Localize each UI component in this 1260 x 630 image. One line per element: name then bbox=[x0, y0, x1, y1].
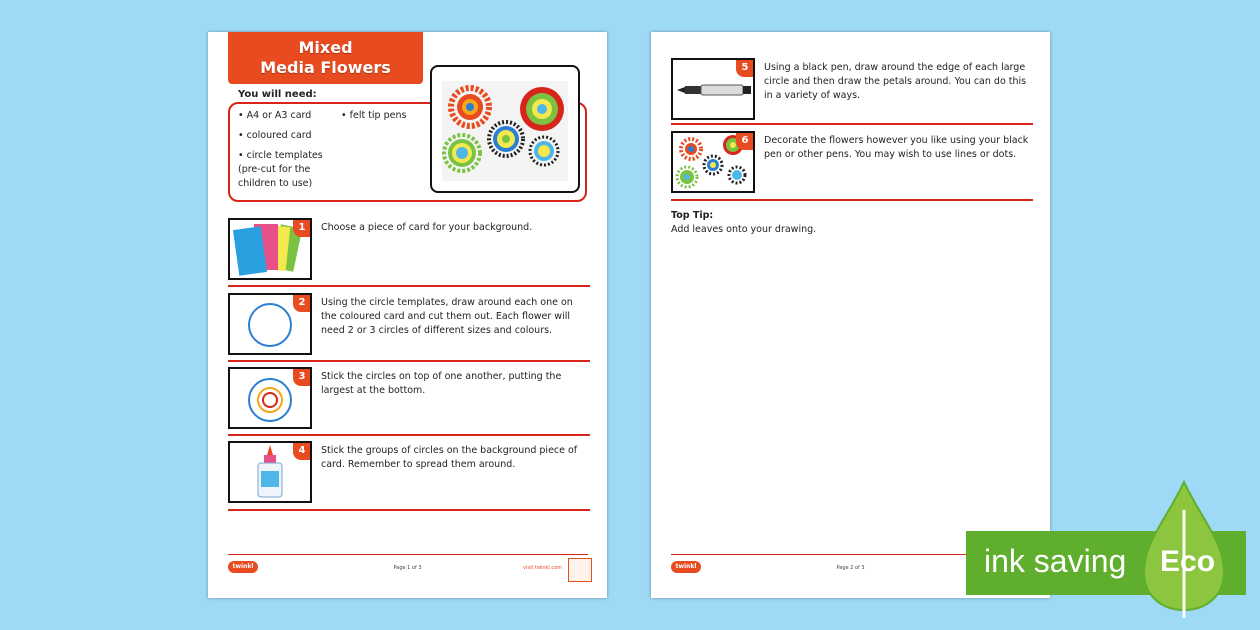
step-2-image bbox=[228, 293, 312, 355]
step-3-image bbox=[228, 367, 312, 429]
step-text: Decorate the flowers however you like using your black pen or other pens. You may wish to use lines or dots. bbox=[764, 135, 1029, 160]
step-number: 4 bbox=[293, 442, 311, 460]
step-number: 6 bbox=[736, 132, 754, 150]
step-6-image bbox=[671, 131, 755, 193]
top-tip-heading: Top Tip: bbox=[671, 210, 714, 221]
worksheet-page-1 bbox=[208, 32, 607, 598]
divider bbox=[671, 123, 1033, 125]
step-2 bbox=[228, 293, 590, 357]
divider bbox=[228, 360, 590, 362]
step-number: 2 bbox=[293, 294, 311, 312]
title-line-2: Media Flowers bbox=[260, 58, 391, 77]
step-number: 3 bbox=[293, 368, 311, 386]
step-text: Choose a piece of card for your background. bbox=[321, 222, 533, 233]
materials-list bbox=[238, 109, 338, 197]
step-5-image bbox=[671, 58, 755, 120]
flowers-illustration-icon bbox=[432, 67, 578, 191]
step-text: Using a black pen, draw around the edge of each large circle and then draw the petals around. You can do this in a variety of ways. bbox=[764, 62, 1027, 101]
step-4-image bbox=[228, 441, 312, 503]
finished-flowers-preview bbox=[430, 65, 580, 193]
quality-badge-icon bbox=[568, 558, 592, 582]
step-5 bbox=[671, 58, 1033, 122]
page-title bbox=[228, 32, 423, 84]
step-6 bbox=[671, 131, 1033, 195]
footer-divider bbox=[228, 554, 588, 555]
eco-label: Eco bbox=[1160, 545, 1216, 578]
material-item: • circle templates (pre-cut for the children to use) bbox=[238, 150, 323, 189]
top-tip-text: Add leaves onto your drawing. bbox=[671, 224, 817, 235]
divider bbox=[228, 434, 590, 436]
step-text: Stick the groups of circles on the background piece of card. Remember to spread them around. bbox=[321, 445, 578, 470]
materials-heading: You will need: bbox=[238, 89, 317, 100]
divider bbox=[228, 285, 590, 287]
step-3 bbox=[228, 367, 590, 431]
step-number: 5 bbox=[736, 59, 754, 77]
step-4 bbox=[228, 441, 590, 505]
step-text: Using the circle templates, draw around each one on the coloured card and cut them out. Each flower will need 2 or 3 circles of different sizes and colours. bbox=[321, 297, 573, 336]
worksheet-page-2 bbox=[651, 32, 1050, 598]
page-number: Page 2 of 3 bbox=[836, 565, 865, 571]
material-item: • coloured card bbox=[238, 130, 312, 141]
step-1-image bbox=[228, 218, 312, 280]
material-item-felt-pens: • felt tip pens bbox=[341, 110, 407, 121]
title-line-1: Mixed bbox=[298, 38, 353, 57]
twinkl-logo: twinkl bbox=[671, 561, 701, 573]
material-item: • A4 or A3 card bbox=[238, 110, 312, 121]
twinkl-logo: twinkl bbox=[228, 561, 258, 573]
step-1 bbox=[228, 218, 590, 282]
step-text: Stick the circles on top of one another, putting the largest at the bottom. bbox=[321, 371, 562, 396]
visit-link[interactable]: visit twinkl.com bbox=[523, 565, 563, 571]
divider bbox=[228, 509, 590, 511]
page-number: Page 1 of 3 bbox=[393, 565, 422, 571]
step-number: 1 bbox=[293, 219, 311, 237]
divider bbox=[671, 199, 1033, 201]
ink-saving-text: ink saving bbox=[984, 543, 1127, 579]
